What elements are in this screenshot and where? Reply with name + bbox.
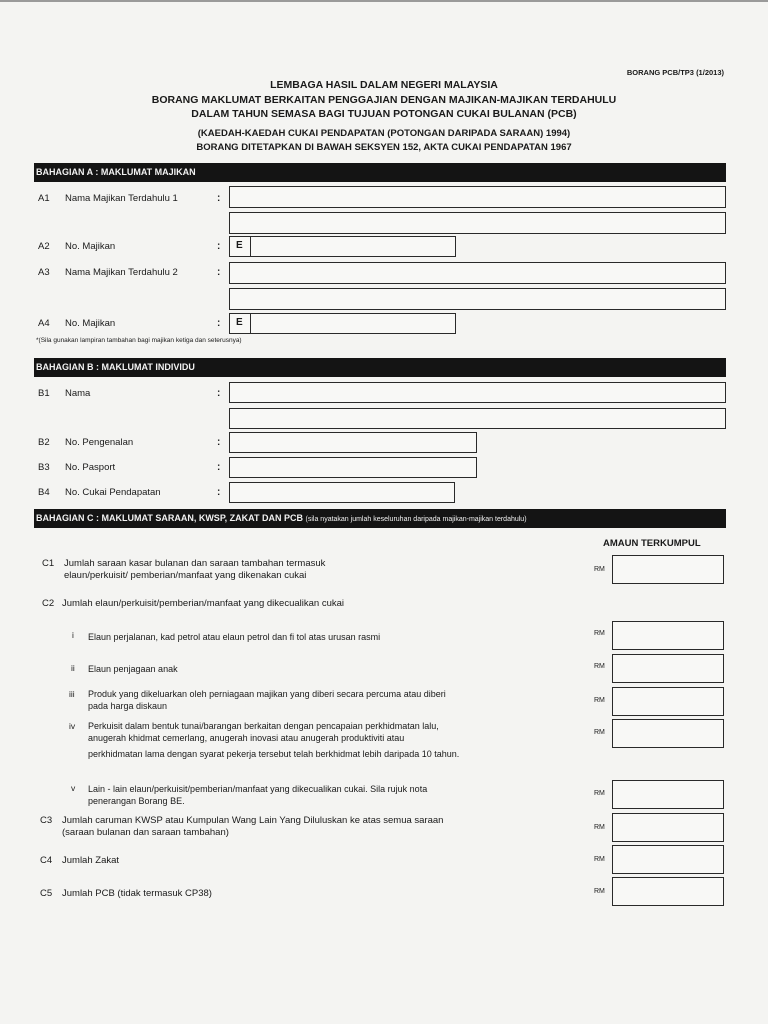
section-b-header: BAHAGIAN B : MAKLUMAT INDIVIDU — [34, 358, 726, 377]
c3-amount-input[interactable] — [612, 813, 724, 842]
b2-id-number-input[interactable] — [229, 432, 477, 453]
a3-code: A3 — [38, 267, 50, 278]
section-c-title: BAHAGIAN C : MAKLUMAT SARAAN, KWSP, ZAKAT DAN PCB — [36, 513, 303, 523]
c2-iv-rm: RM — [594, 729, 605, 736]
a3-employer-name-input-line-1[interactable] — [229, 262, 726, 284]
a4-colon: : — [217, 318, 221, 329]
b4-tax-number-input[interactable] — [229, 482, 455, 503]
c2-i-rm: RM — [594, 630, 605, 637]
c2-ii-rm: RM — [594, 663, 605, 670]
c2-iii-label-line-2: pada harga diskaun — [88, 701, 168, 711]
a1-code: A1 — [38, 193, 50, 204]
form-act-reference: BORANG DITETAPKAN DI BAWAH SEKSYEN 152, AKTA CUKAI PENDAPATAN 1967 — [196, 142, 572, 153]
c2-iii-label-line-1: Produk yang dikeluarkan oleh perniagaan majikan yang diberi secara percuma atau diberi — [88, 689, 446, 699]
form-title-line-1: BORANG MAKLUMAT BERKAITAN PENGGAJIAN DENGAN MAJIKAN-MAJIKAN TERDAHULU — [151, 94, 617, 106]
b1-name-input-line-1[interactable] — [229, 382, 726, 403]
section-c-header-note: (sila nyatakan jumlah keseluruhan daripada majikan-majikan terdahulu) — [305, 516, 527, 523]
c4-label: Jumlah Zakat — [62, 855, 120, 866]
c1-amount-input[interactable] — [612, 555, 724, 584]
c3-code: C3 — [40, 815, 53, 826]
c5-rm: RM — [594, 888, 605, 895]
a2-label: No. Majikan — [65, 241, 116, 252]
c3-rm: RM — [594, 824, 605, 831]
b4-label: No. Cukai Pendapatan — [65, 487, 161, 498]
a2-code: A2 — [38, 241, 50, 252]
c2-code: C2 — [42, 598, 55, 609]
b1-label: Nama — [65, 388, 91, 399]
a4-label: No. Majikan — [65, 318, 116, 329]
a3-label: Nama Majikan Terdahulu 2 — [65, 267, 178, 278]
c2-label: Jumlah elaun/perkuisit/pemberian/manfaat yang dikecualikan cukai — [62, 598, 344, 609]
section-c-header — [34, 509, 726, 528]
c2-iv-label-line-2: anugerah khidmat cemerlang, anugerah inovasi atau anugerah produktiviti atau — [88, 733, 405, 743]
page-top-edge — [0, 0, 768, 2]
c2-v-number: v — [71, 783, 76, 793]
b3-colon: : — [217, 462, 221, 473]
c2-i-amount-input[interactable] — [612, 621, 724, 650]
a4-e-prefix: E — [236, 317, 243, 328]
b1-code: B1 — [38, 388, 50, 399]
c5-amount-input[interactable] — [612, 877, 724, 906]
c1-label-line-1: Jumlah saraan kasar bulanan dan saraan tambahan termasuk — [64, 558, 326, 569]
b3-code: B3 — [38, 462, 50, 473]
c5-label: Jumlah PCB (tidak termasuk CP38) — [62, 888, 212, 899]
a4-employer-number-input[interactable] — [229, 313, 456, 334]
b4-colon: : — [217, 487, 221, 498]
c2-v-amount-input[interactable] — [612, 780, 724, 809]
c2-i-number: i — [72, 630, 74, 640]
a3-employer-name-input-line-2[interactable] — [229, 288, 726, 310]
c1-rm: RM — [594, 566, 605, 573]
a2-e-prefix: E — [236, 240, 243, 251]
c2-i-label: Elaun perjalanan, kad petrol atau elaun petrol dan fi tol atas urusan rasmi — [88, 632, 381, 642]
section-a-header: BAHAGIAN A : MAKLUMAT MAJIKAN — [34, 163, 726, 182]
c2-iv-number: iv — [69, 721, 76, 731]
a1-colon: : — [217, 193, 221, 204]
a2-prefix-divider — [250, 237, 251, 256]
form-code: BORANG PCB/TP3 (1/2013) — [626, 68, 724, 77]
c2-ii-amount-input[interactable] — [612, 654, 724, 683]
c2-iii-amount-input[interactable] — [612, 687, 724, 716]
c2-ii-label: Elaun penjagaan anak — [88, 664, 178, 674]
c2-v-label — [88, 783, 427, 807]
c3-label-line-1: Jumlah caruman KWSP atau Kumpulan Wang Lain Yang Diluluskan ke atas semua saraan — [62, 815, 444, 826]
b2-colon: : — [217, 437, 221, 448]
a4-prefix-divider — [250, 314, 251, 333]
c1-label — [64, 558, 325, 582]
form-rules-reference: (KAEDAH-KAEDAH CUKAI PENDAPATAN (POTONGAN DARIPADA SARAAN) 1994) — [197, 128, 571, 139]
b4-code: B4 — [38, 487, 50, 498]
c2-iii-rm: RM — [594, 697, 605, 704]
c1-code: C1 — [42, 558, 55, 569]
b3-passport-number-input[interactable] — [229, 457, 477, 478]
a2-colon: : — [217, 241, 221, 252]
a2-employer-number-input[interactable] — [229, 236, 456, 257]
amount-column-heading: AMAUN TERKUMPUL — [603, 538, 701, 549]
c2-v-label-line-1: Lain - lain elaun/perkuisit/pemberian/manfaat yang dikecualikan cukai. Sila rujuk nota — [88, 784, 428, 794]
c2-iv-label-line-1: Perkuisit dalam bentuk tunai/barangan berkaitan dengan pencapaian perkhidmatan lalu, — [88, 721, 439, 731]
b2-label: No. Pengenalan — [65, 437, 134, 448]
c1-label-line-2: elaun/perkuisit/ pemberian/manfaat yang dikenakan cukai — [64, 570, 307, 581]
agency-title: LEMBAGA HASIL DALAM NEGERI MALAYSIA — [270, 79, 498, 91]
c2-iv-amount-input[interactable] — [612, 719, 724, 748]
c4-rm: RM — [594, 856, 605, 863]
a1-label: Nama Majikan Terdahulu 1 — [65, 193, 178, 204]
b1-colon: : — [217, 388, 221, 399]
c4-code: C4 — [40, 855, 53, 866]
form-title-line-2: DALAM TAHUN SEMASA BAGI TUJUAN POTONGAN CUKAI BULANAN (PCB) — [191, 108, 577, 120]
c4-amount-input[interactable] — [612, 845, 724, 874]
c2-iv-label — [88, 720, 459, 760]
additional-attachment-note: *(Sila gunakan lampiran tambahan bagi majikan ketiga dan seterusnya) — [36, 337, 242, 344]
a4-code: A4 — [38, 318, 50, 329]
c2-iii-number: iii — [69, 689, 75, 699]
c3-label-line-2: (saraan bulanan dan saraan tambahan) — [62, 827, 229, 838]
c2-v-label-line-2: penerangan Borang BE. — [88, 796, 185, 806]
b2-code: B2 — [38, 437, 50, 448]
c2-iv-label-line-3: perkhidmatan lama dengan syarat pekerja tersebut telah berkhidmat lebih daripada 10 tahun. — [88, 749, 460, 759]
c2-iii-label — [88, 688, 446, 712]
c3-label — [62, 815, 443, 839]
c2-ii-number: ii — [71, 663, 75, 673]
a3-colon: : — [217, 267, 221, 278]
a1-employer-name-input-line-1[interactable] — [229, 186, 726, 208]
c2-v-rm: RM — [594, 790, 605, 797]
b1-name-input-line-2[interactable] — [229, 408, 726, 429]
c5-code: C5 — [40, 888, 53, 899]
b3-label: No. Pasport — [65, 462, 116, 473]
a1-employer-name-input-line-2[interactable] — [229, 212, 726, 234]
